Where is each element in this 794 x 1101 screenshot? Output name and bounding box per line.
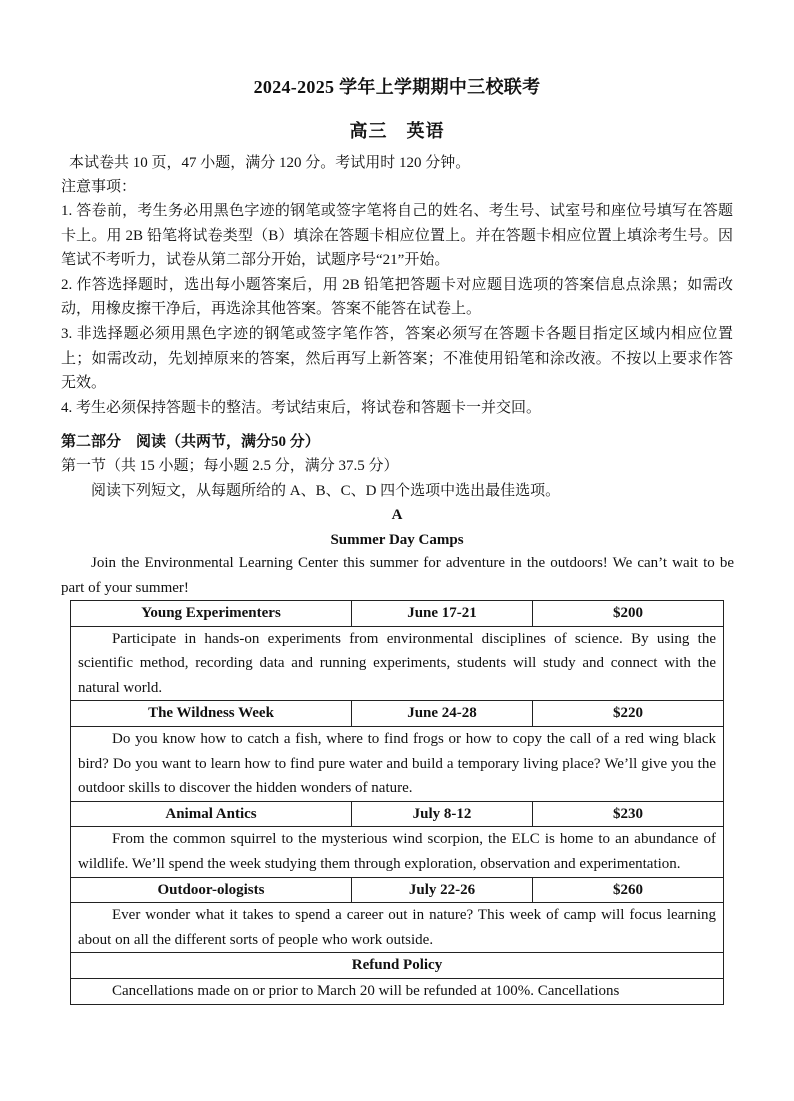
exam-intro: 本试卷共 10 页，47 小题，满分 120 分。考试用时 120 分钟。 — [69, 155, 471, 171]
section-direction: 阅读下列短文，从每题所给的 A、B、C、D 四个选项中选出最佳选项。 — [91, 483, 561, 499]
table-row — [71, 903, 724, 953]
camp-date: July 8-12 — [352, 801, 533, 827]
notes-heading: 注意事项： — [61, 179, 137, 195]
table-row — [71, 877, 724, 903]
note-item: 1. 答卷前，考生务必用黑色字迹的钢笔或签字笔将自己的姓名、考生号、试室号和座位号填写在答题卡上。用 2B 铅笔将试卷类型（B）填涂在答题卡相应位置上。并在答题卡相应位置上填涂考生号。因笔试不考听力，试卷从第二部分开始，试题序号“21”开始。 — [61, 203, 733, 269]
camp-name: Animal Antics — [71, 801, 352, 827]
table-row — [71, 953, 724, 979]
camp-price: $230 — [533, 801, 724, 827]
camp-price: $260 — [533, 877, 724, 903]
table-row — [71, 801, 724, 827]
camp-price: $220 — [533, 701, 724, 727]
passage-intro: Join the Environmental Learning Center this summer for adventure in the outdoors! We can’t wait to be part of your summer! — [61, 555, 734, 596]
part-heading: 第二部分 阅读（共两节，满分50 分） — [61, 434, 320, 450]
section-heading: 第一节（共 15 小题；每小题 2.5 分，满分 37.5 分） — [61, 458, 399, 474]
exam-subtitle: 高三 英语 — [349, 121, 445, 141]
table-row — [71, 601, 724, 627]
note-item: 4. 考生必须保持答题卡的整洁。考试结束后，将试卷和答题卡一并交回。 — [61, 399, 542, 416]
camp-price: $200 — [533, 601, 724, 627]
camp-date: June 17-21 — [352, 601, 533, 627]
passage-label: A — [391, 507, 403, 523]
refund-policy-heading: Refund Policy — [71, 953, 724, 979]
camp-name: Outdoor-ologists — [71, 877, 352, 903]
camp-description: From the common squirrel to the mysterious wind scorpion, the ELC is home to an abundance of wildlife. We’ll spend the week studying them through exploration, observation and experimentation. — [71, 827, 724, 877]
exam-title: 2024-2025 学年上学期期中三校联考 — [253, 77, 541, 97]
table-row — [71, 978, 724, 1004]
table-row — [71, 726, 724, 801]
camp-name: The Wildness Week — [71, 701, 352, 727]
table-row — [71, 701, 724, 727]
note-item: 2. 作答选择题时，选出每小题答案后，用 2B 铅笔把答题卡对应题目选项的答案信息点涂黑；如需改动，用橡皮擦干净后，再选涂其他答案。答案不能答在试卷上。 — [61, 276, 733, 318]
camp-description: Ever wonder what it takes to spend a career out in nature? This week of camp will focus learning about on all the different sorts of people who work outside. — [71, 903, 724, 953]
passage-title: Summer Day Camps — [330, 532, 464, 548]
camps-table — [70, 600, 724, 1005]
table-row — [71, 827, 724, 877]
notes-list — [61, 199, 733, 420]
table-row — [71, 626, 724, 701]
camp-description: Participate in hands-on experiments from environmental disciplines of science. By using the scientific method, recording data and running experiments, students will study and connect with the natural world. — [71, 626, 724, 701]
note-item: 3. 非选择题必须用黑色字迹的钢笔或签字笔作答，答案必须写在答题卡各题目指定区域内相应位置上；如需改动，先划掉原来的答案，然后再写上新答案；不准使用铅笔和涂改液。不按以上要求作答无效。 — [61, 325, 733, 392]
camp-description: Do you know how to catch a fish, where to find frogs or how to copy the call of a red wing black bird? Do you want to learn how to find pure water and build a temporary living place? We’ll give you the outdoor skills to discover the hidden wonders of nature. — [71, 726, 724, 801]
refund-policy-text: Cancellations made on or prior to March 20 will be refunded at 100%. Cancellations — [71, 978, 724, 1004]
camp-date: June 24-28 — [352, 701, 533, 727]
camp-name: Young Experimenters — [71, 601, 352, 627]
camp-date: July 22-26 — [352, 877, 533, 903]
